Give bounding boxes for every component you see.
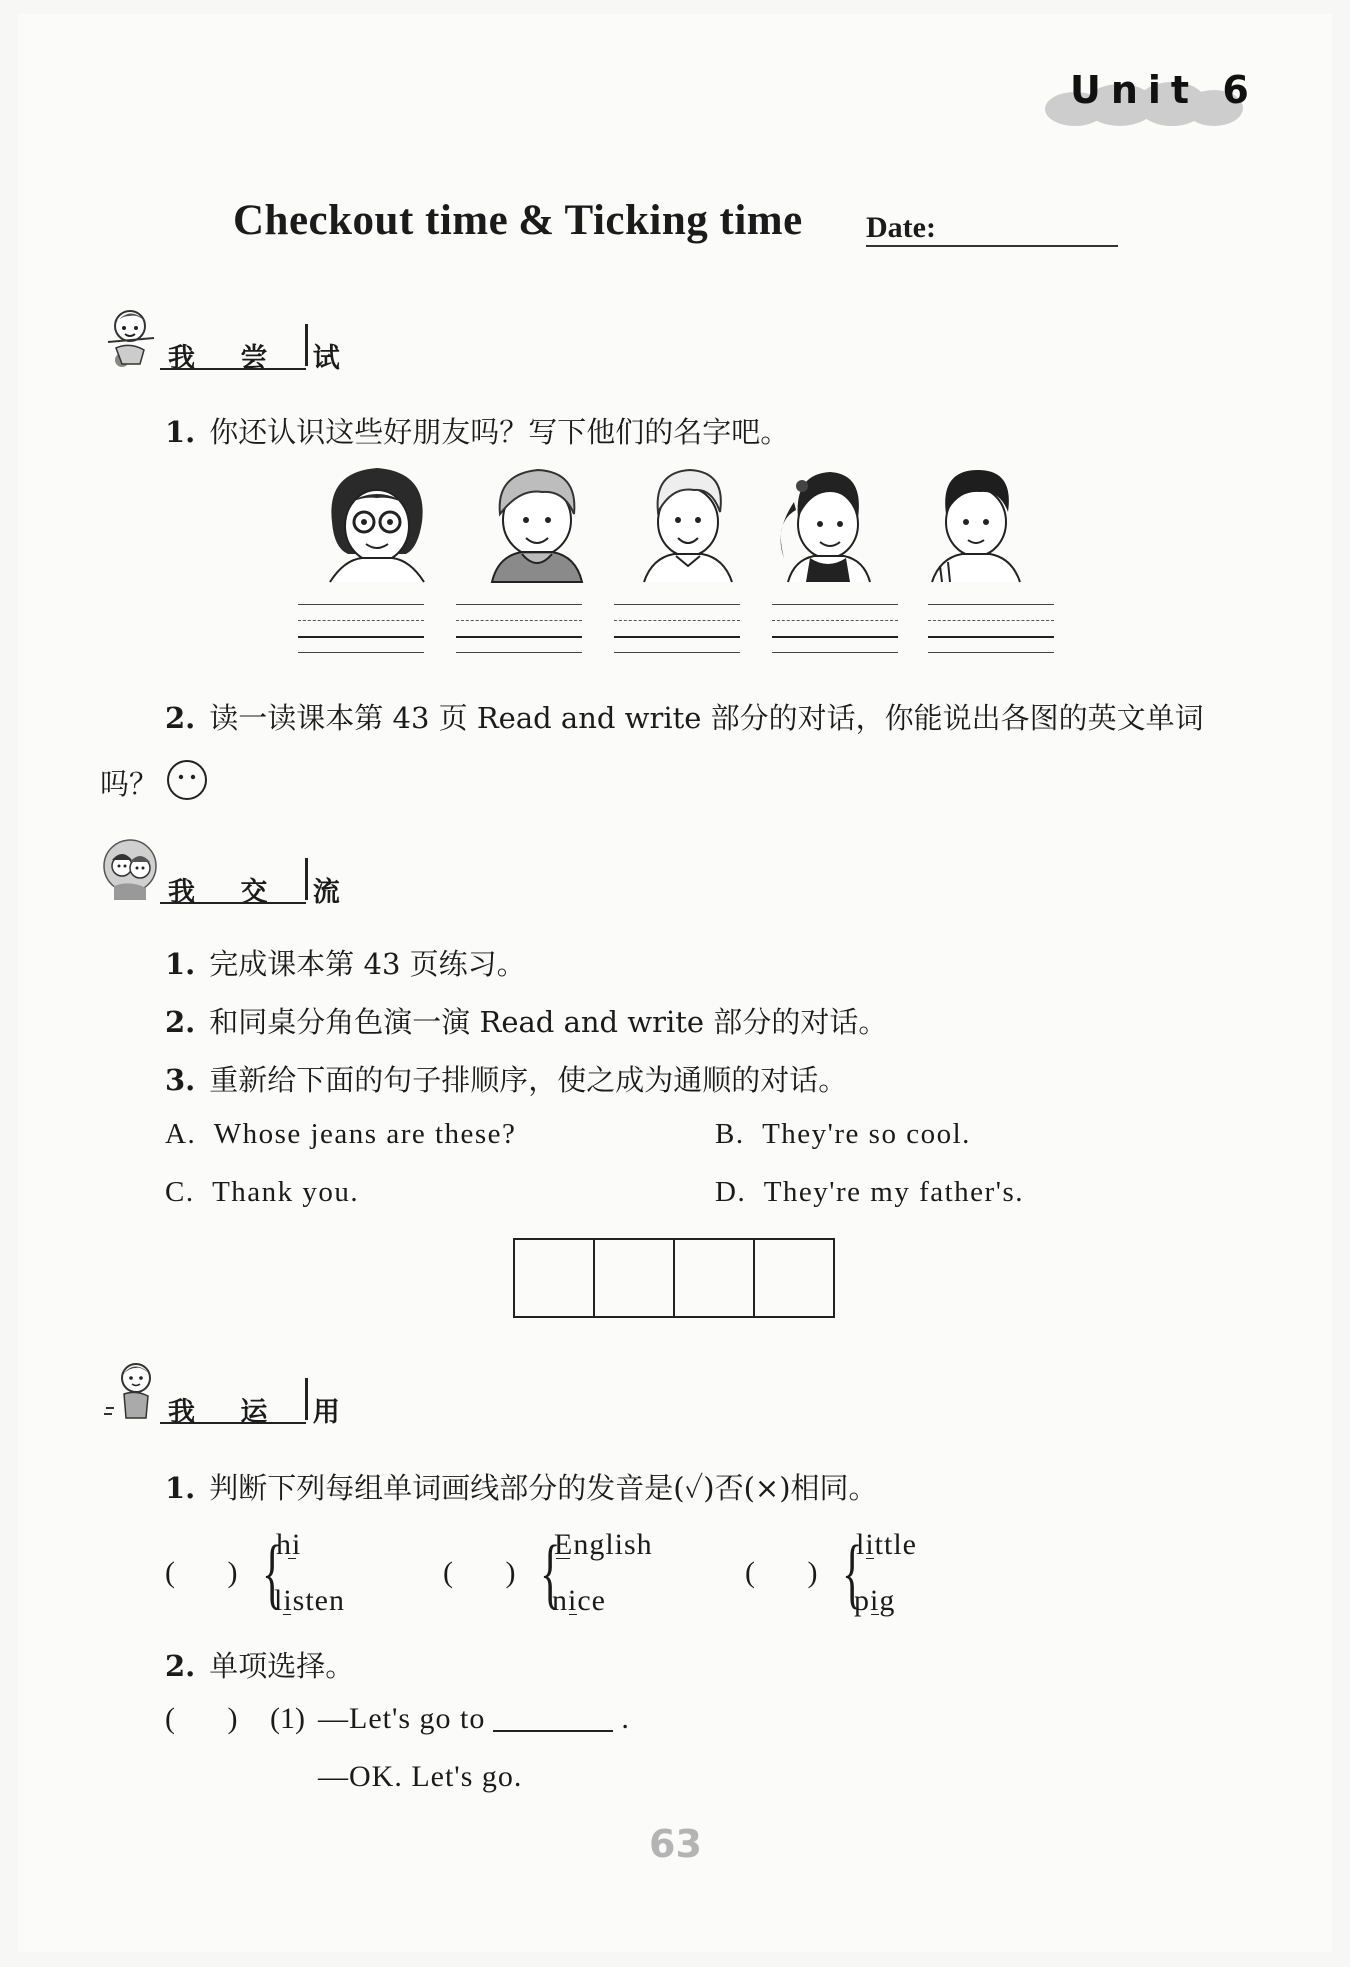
brace-group-2: { <box>540 1529 561 1616</box>
unit-label: Unit 6 <box>1070 68 1259 112</box>
s2-item-3-number: 3. <box>165 1063 196 1097</box>
mc1-answer-paren[interactable]: ( ) <box>165 1702 238 1735</box>
group-1-top-underline <box>288 1558 296 1559</box>
mc1-number: (1) <box>270 1702 305 1735</box>
s1-q1-text: 你还认识这些好朋友吗？写下他们的名字吧。 <box>209 415 790 449</box>
section-communicate-header <box>100 852 358 912</box>
group-1-top-word: hi <box>276 1528 302 1561</box>
option-c <box>165 1176 359 1209</box>
answer-box-3[interactable] <box>675 1240 755 1316</box>
answer-paren-group-1[interactable]: ( ) <box>165 1556 238 1589</box>
section-divider <box>305 324 308 366</box>
group-3-bottom-underline <box>871 1614 879 1615</box>
s2-item-3-text: 重新给下面的句子排顺序，使之成为通顺的对话。 <box>209 1063 848 1097</box>
s2-item-2-text: 和同桌分角色演一演 Read and write 部分的对话。 <box>209 1005 888 1039</box>
s3-q2-number: 2. <box>165 1649 196 1683</box>
mc1-line-1-period: . <box>621 1702 630 1735</box>
option-c-text: Thank you. <box>212 1176 360 1208</box>
s1-q2-text-cont: 吗？ <box>100 767 159 801</box>
page-number: 63 <box>649 1822 702 1866</box>
section-apply-header <box>100 1372 358 1432</box>
name-writing-lines-1[interactable] <box>298 604 424 666</box>
title-part1: Checkout time <box>233 197 509 244</box>
title-part2: Ticking time <box>564 197 803 244</box>
option-d-letter: D. <box>715 1176 747 1208</box>
s1-question-2-continued <box>100 762 158 803</box>
teacher-face-icon <box>322 462 432 584</box>
girl-scarf-mascot-icon <box>100 1356 164 1428</box>
section-try-header <box>100 318 358 378</box>
s2-item-1-number: 1. <box>165 947 196 981</box>
answer-order-boxes <box>513 1238 835 1318</box>
section-underline <box>160 1422 306 1424</box>
s2-item-2-number: 2. <box>165 1005 196 1039</box>
s2-item-2 <box>165 1000 887 1041</box>
option-a-letter: A. <box>165 1118 197 1150</box>
section-try-label: 我 尝 试 <box>168 343 358 374</box>
smiley-face-icon <box>165 758 209 802</box>
s3-q2-text: 单项选择。 <box>209 1649 355 1683</box>
brace-group-1: { <box>262 1529 283 1616</box>
section-divider <box>305 1378 308 1420</box>
s1-q1-number: 1. <box>165 415 196 449</box>
group-3-bottom-word: pig <box>854 1584 896 1617</box>
group-1-bottom-underline <box>283 1614 291 1615</box>
group-2-bottom-word: nice <box>552 1584 606 1617</box>
option-b-text: They're so cool. <box>762 1118 971 1150</box>
group-3-top-word: little <box>856 1528 917 1561</box>
group-2-top-underline <box>556 1558 570 1559</box>
option-a <box>165 1118 516 1151</box>
option-a-text: Whose jeans are these? <box>213 1118 517 1150</box>
date-field[interactable] <box>866 245 1118 247</box>
group-2-top-word: English <box>554 1528 653 1561</box>
section-communicate-label: 我 交 流 <box>168 877 358 908</box>
s1-question-2 <box>165 696 1204 737</box>
mc1-blank[interactable] <box>493 1730 613 1732</box>
answer-paren-group-2[interactable]: ( ) <box>443 1556 516 1589</box>
page-title <box>233 196 803 245</box>
s3-q1-text: 判断下列每组单词画线部分的发音是(✓)否(×)相同。 <box>209 1471 878 1505</box>
title-ampersand: & <box>518 197 555 244</box>
s3-q1-number: 1. <box>165 1471 196 1505</box>
answer-box-1[interactable] <box>515 1240 595 1316</box>
option-d <box>715 1176 1024 1209</box>
section-underline <box>160 368 306 370</box>
answer-box-2[interactable] <box>595 1240 675 1316</box>
boy-short-hair-face-icon <box>926 462 1026 584</box>
mc1-line-2: —OK. Let's go. <box>318 1760 523 1793</box>
s1-q2-number: 2. <box>165 701 196 735</box>
option-b-letter: B. <box>715 1118 745 1150</box>
girl-mascot-icon <box>100 302 164 374</box>
s2-item-1-text: 完成课本第 43 页练习。 <box>209 947 526 981</box>
s3-question-1 <box>165 1466 878 1507</box>
group-1-bottom-word: listen <box>274 1584 345 1617</box>
s3-question-2 <box>165 1644 354 1685</box>
mc1-line-1-text: —Let's go to <box>318 1702 486 1735</box>
answer-paren-group-3[interactable]: ( ) <box>745 1556 818 1589</box>
section-apply-label: 我 运 用 <box>168 1397 358 1428</box>
section-underline <box>160 902 306 904</box>
s2-item-3 <box>165 1058 847 1099</box>
boy-curly-face-icon <box>638 462 738 584</box>
s1-question-1 <box>165 410 789 451</box>
name-writing-lines-3[interactable] <box>614 604 740 666</box>
section-divider <box>305 858 308 900</box>
name-writing-lines-2[interactable] <box>456 604 582 666</box>
option-d-text: They're my father's. <box>763 1176 1024 1208</box>
boy-hoodie-face-icon <box>482 462 592 584</box>
name-writing-lines-5[interactable] <box>928 604 1054 666</box>
kids-mascot-icon <box>100 836 164 908</box>
girl-ponytail-face-icon <box>770 462 880 584</box>
group-3-top-underline <box>866 1558 874 1559</box>
group-2-bottom-underline <box>569 1614 577 1615</box>
answer-box-4[interactable] <box>755 1240 833 1316</box>
name-writing-lines-4[interactable] <box>772 604 898 666</box>
date-label: Date: <box>866 211 936 244</box>
option-c-letter: C. <box>165 1176 195 1208</box>
s2-item-1 <box>165 942 526 983</box>
brace-group-3: { <box>842 1529 863 1616</box>
s1-q2-text: 读一读课本第 43 页 Read and write 部分的对话，你能说出各图的英文单词 <box>209 701 1204 735</box>
mc1-line-1 <box>318 1702 630 1736</box>
option-b <box>715 1118 971 1151</box>
